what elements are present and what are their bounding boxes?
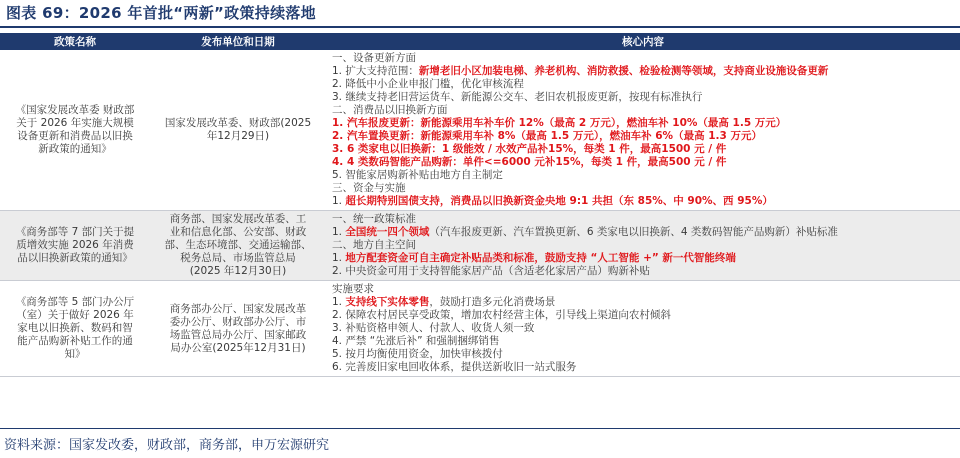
content-line [332,252,956,265]
issuer-line: 场监管总局办公厅、国家邮政 [169,328,307,341]
content-line [332,65,956,78]
issuer-date [150,211,326,281]
content-line [332,91,956,104]
issuer-line: 商务部办公厅、国家发展改革 [169,302,307,315]
core-content [326,50,960,211]
content-text: 1. 扩大支持范围： [332,65,419,77]
core-content [326,211,960,281]
table-row [0,50,960,211]
content-line [332,78,956,91]
footer-rule [0,428,960,429]
content-text: 1. [332,296,346,308]
policy-name-line: 《商务部等 7 部门关于提 [15,226,135,238]
core-content [326,281,960,377]
content-text: 一、统一政策标准 [332,213,416,225]
issuer-date [150,281,326,377]
figure-title: 图表 69：2026 年首批“两新”政策持续落地 [6,4,316,22]
policy-name [0,281,150,377]
policy-name-line: 质增效实施 2026 年消费 [16,239,134,251]
content-line [332,182,956,195]
issuer-line: 商务部、国家发展改革委、工 [169,213,307,225]
content-line [332,156,956,169]
content-text: 5. 智能家居购新补贴由地方自主制定 [332,169,503,181]
policy-name-line: 能产品购新补贴工作的通 [17,335,133,347]
issuer-line: 局办公室(2025年12月31日) [170,341,306,354]
content-text: 1. [332,252,346,264]
highlight-text: 新增老旧小区加装电梯、养老机构、消防救援、检验检测等领域，支持商业设施设备更新 [418,65,829,77]
content-line [332,322,956,335]
issuer-line: 税务总局、市场监管总局 [180,252,296,264]
policy-table [0,33,960,377]
content-line [332,226,956,239]
policy-name [0,211,150,281]
content-line [332,195,956,208]
policy-name-line: （室）关于做好 2026 年 [16,309,134,321]
content-text: 3. 补贴资格申领人、付款人、收货人须一致 [332,322,535,334]
content-text: 3. 继续支持老旧营运货车、新能源公交车、老旧农机报废更新，按现有标准执行 [332,91,703,103]
issuer-line: (2025 年12月30日) [189,265,287,277]
content-text: 2. 保障农村居民享受政策，增加农村经营主体，引导线上渠道向农村倾斜 [332,309,671,321]
highlight-text: 全国统一四个领域 [345,226,430,238]
highlight-text: 1. 汽车报废更新：新能源乘用车补车价 12%（最高 2 万元），燃油车补 10%（最高 1.5 万元） [332,117,787,129]
policy-name-line: 设备更新和消费品以旧换 [17,130,133,142]
header-policy-name: 政策名称 [0,33,150,50]
highlight-text: 4. 4 类数码智能产品购新：单件<=6000 元补15%，每类 1 件，最高500 元 / 件 [332,156,727,168]
content-text: 二、地方自主空间 [332,239,416,251]
content-text: 2. 降低中小企业申报门槛，优化审核流程 [332,78,524,90]
policy-name-line: 知》 [64,348,86,360]
content-line [332,283,956,296]
content-line [332,130,956,143]
highlight-text: 超长期特别国债支持，消费品以旧换新资金央地 9:1 共担（东 85%、中 90%、西 95%） [345,195,773,207]
content-line [332,143,956,156]
policy-name-line: 新政策的通知》 [38,143,112,155]
content-line [332,169,956,182]
highlight-text: 3. 6 类家电以旧换新：1 级能效 / 水效产品补15%，每类 1 件，最高1500 元 / 件 [332,143,727,155]
table-row [0,211,960,281]
content-line [332,213,956,226]
policy-name [0,50,150,211]
policy-name-line: 关于 2026 年实施大规模 [16,117,134,129]
issuer-line: 年12月29日) [206,130,270,142]
content-line [332,296,956,309]
content-text: （汽车报废更新、汽车置换更新、6 类家电以旧换新、4 类数码智能产品购新）补贴标准 [429,226,838,238]
policy-name-line: 家电以旧换新、数码和智 [17,322,133,334]
content-line [332,348,956,361]
content-text: 5. 按月均衡使用资金，加快审核拨付 [332,348,503,360]
content-text: 三、资金与实施 [332,182,406,194]
header-core-content: 核心内容 [326,33,960,50]
content-text: 二、消费品以旧换新方面 [332,104,448,116]
content-text: 实施要求 [332,283,374,295]
highlight-text: 支持线下实体零售 [345,296,430,308]
content-line [332,117,956,130]
content-text: 1. [332,195,346,207]
content-text: ，鼓励打造多元化消费场景 [429,296,556,308]
policy-name-line: 《国家发展改革委 财政部 [15,104,135,116]
highlight-text: 地方配套资金可自主确定补贴品类和标准，鼓励支持 “人工智能 +” 新一代智能终端 [345,252,736,264]
issuer-date [150,50,326,211]
title-rule [0,26,960,28]
policy-name-line: 品以旧换新政策的通知》 [17,252,133,264]
content-text: 1. [332,226,346,238]
content-line [332,104,956,117]
content-text: 2. 中央资金可用于支持智能家居产品（含适老化家居产品）购新补贴 [332,265,650,277]
policy-name-line: 《商务部等 5 部门办公厅 [15,296,135,308]
content-line [332,361,956,374]
issuer-line: 国家发展改革委、财政部(2025 [164,117,312,129]
content-text: 4. 严禁 “先涨后补” 和强制捆绑销售 [332,335,500,347]
issuer-line: 部、生态环境部、交通运输部、 [164,239,312,251]
table-row [0,281,960,377]
source-note: 资料来源：国家发改委，财政部，商务部，申万宏源研究 [4,438,330,453]
header-issuer-date: 发布单位和日期 [150,33,326,50]
content-line [332,309,956,322]
issuer-line: 委办公厅、财政部办公厅、市 [169,315,307,328]
content-line [332,265,956,278]
content-line [332,52,956,65]
content-text: 6. 完善废旧家电回收体系，提供送新收旧一站式服务 [332,361,577,373]
content-text: 一、设备更新方面 [332,52,416,64]
highlight-text: 2. 汽车置换更新：新能源乘用车补 8%（最高 1.5 万元），燃油车补 6%（最高 1.3 万元） [332,130,762,142]
content-line [332,239,956,252]
table-header [0,33,960,50]
content-line [332,335,956,348]
issuer-line: 业和信息化部、公安部、财政 [169,226,307,238]
